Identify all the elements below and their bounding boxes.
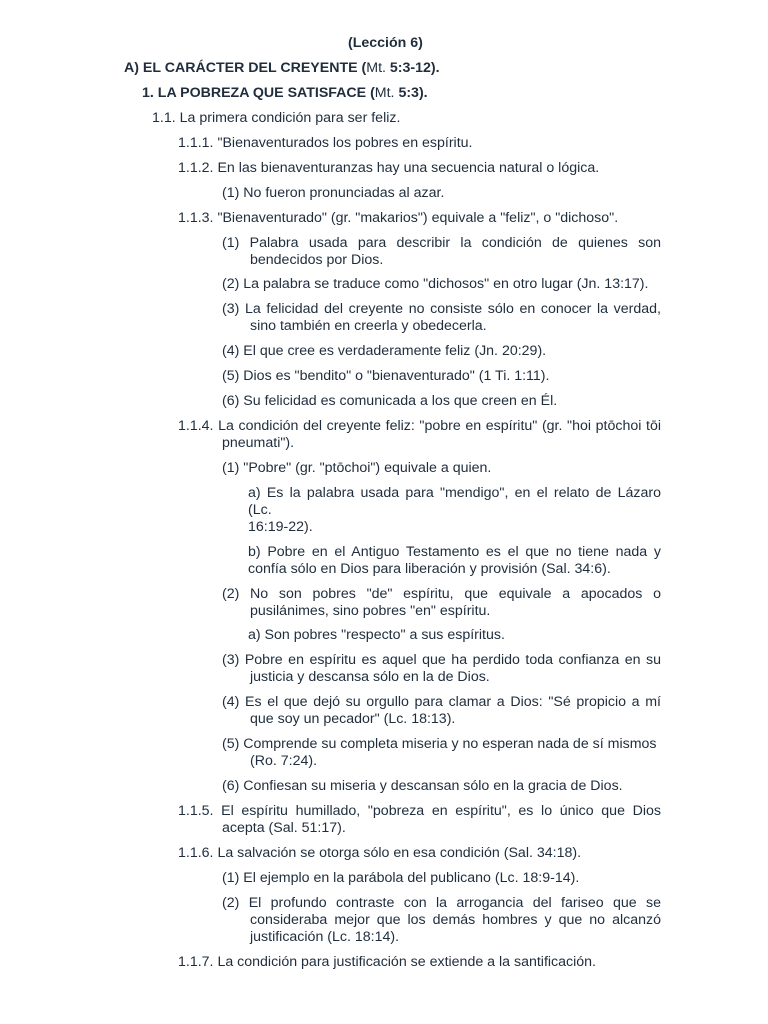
outline-subitem: (1) El ejemplo en la parábola del publicano (Lc. 18:9-14).: [222, 870, 580, 886]
outline-item-1-1-5: 1.1.5. El espíritu humillado, "pobreza en espíritu", es lo único que Dios acepta (Sal. 51:17).: [178, 803, 661, 836]
section-a-heading: [124, 60, 440, 77]
outline-item-1-1-1: 1.1.1. "Bienaventurados los pobres en espíritu.: [178, 135, 473, 151]
heading-1: [142, 85, 428, 102]
lesson-title: (Lección 6): [348, 35, 423, 51]
outline-subitem: (3) La felicidad del creyente no consiste sólo en conocer la verdad, sino también en creerla y obedecerla.: [222, 301, 661, 334]
outline-subitem: (6) Su felicidad es comunicada a los que creen en Él.: [222, 393, 558, 409]
outline-subitem: (1) Palabra usada para describir la condición de quienes son bendecidos por Dios.: [222, 235, 661, 268]
outline-subsubitem: a) Es la palabra usada para "mendigo", en el relato de Lázaro (Lc. 16:19-22).: [248, 485, 661, 535]
section-a-title: A) EL CARÁCTER DEL CREYENTE (: [124, 60, 367, 76]
outline-subitem: (5) Comprende su completa miseria y no esperan nada de sí mismos (Ro. 7:24).: [222, 736, 657, 769]
outline-subitem: (2) No son pobres "de" espíritu, que equivale a apocados o pusilánimes, sino pobres "en" espíritu.: [222, 586, 661, 619]
outline-subitem: (1) No fueron pronunciadas al azar.: [222, 185, 445, 201]
outline-item-1-1-4: 1.1.4. La condición del creyente feliz: "pobre en espíritu" (gr. "hoi ptōchoi tōi pneumati").: [178, 418, 661, 451]
outline-subitem: (5) Dios es "bendito" o "bienaventurado" (1 Ti. 1:11).: [222, 368, 550, 384]
outline-subitem: (2) La palabra se traduce como "dichosos" en otro lugar (Jn. 13:17).: [222, 276, 649, 292]
heading-1-title: 1. LA POBREZA QUE SATISFACE (: [142, 85, 375, 101]
section-a-ref: Mt.: [366, 60, 386, 76]
outline-subitem: (6) Confiesan su miseria y descansan sólo en la gracia de Dios.: [222, 778, 623, 794]
outline-subitem: (4) El que cree es verdaderamente feliz (Jn. 20:29).: [222, 343, 547, 359]
outline-item-1-1: 1.1. La primera condición para ser feliz.: [152, 110, 401, 126]
outline-item-1-1-7: 1.1.7. La condición para justificación se extiende a la santificación.: [178, 954, 596, 970]
heading-1-ref: Mt.: [374, 85, 395, 101]
heading-1-ref-tail: 5:3).: [394, 85, 428, 101]
section-a-ref-tail: 5:3-12).: [385, 60, 440, 76]
outline-subitem: (3) Pobre en espíritu es aquel que ha perdido toda confianza en su justicia y descansa sólo en la de Dios.: [222, 652, 661, 685]
outline-subsubitem: a) Son pobres "respecto" a sus espíritus.: [248, 627, 505, 643]
outline-subitem: (4) Es el que dejó su orgullo para clamar a Dios: "Sé propicio a mí que soy un pecador" (Lc. 18:13).: [222, 694, 661, 727]
outline-subitem: (2) El profundo contraste con la arrogancia del fariseo que se consideraba mejor que los demás hombres y que no alcanzó justificación (Lc. 18:14).: [222, 895, 661, 945]
outline-subsubitem: b) Pobre en el Antiguo Testamento es el que no tiene nada y confía sólo en Dios para liberación y provisión (Sal. 34:6).: [248, 544, 661, 577]
outline-item-1-1-3: 1.1.3. "Bienaventurado" (gr. "makarios") equivale a "feliz", o "dichoso".: [178, 210, 619, 226]
outline-item-1-1-6: 1.1.6. La salvación se otorga sólo en esa condición (Sal. 34:18).: [178, 845, 582, 861]
outline-item-1-1-2: 1.1.2. En las bienaventuranzas hay una secuencia natural o lógica.: [178, 160, 600, 176]
outline-subitem: (1) "Pobre" (gr. "ptōchoi") equivale a quien.: [222, 460, 492, 476]
